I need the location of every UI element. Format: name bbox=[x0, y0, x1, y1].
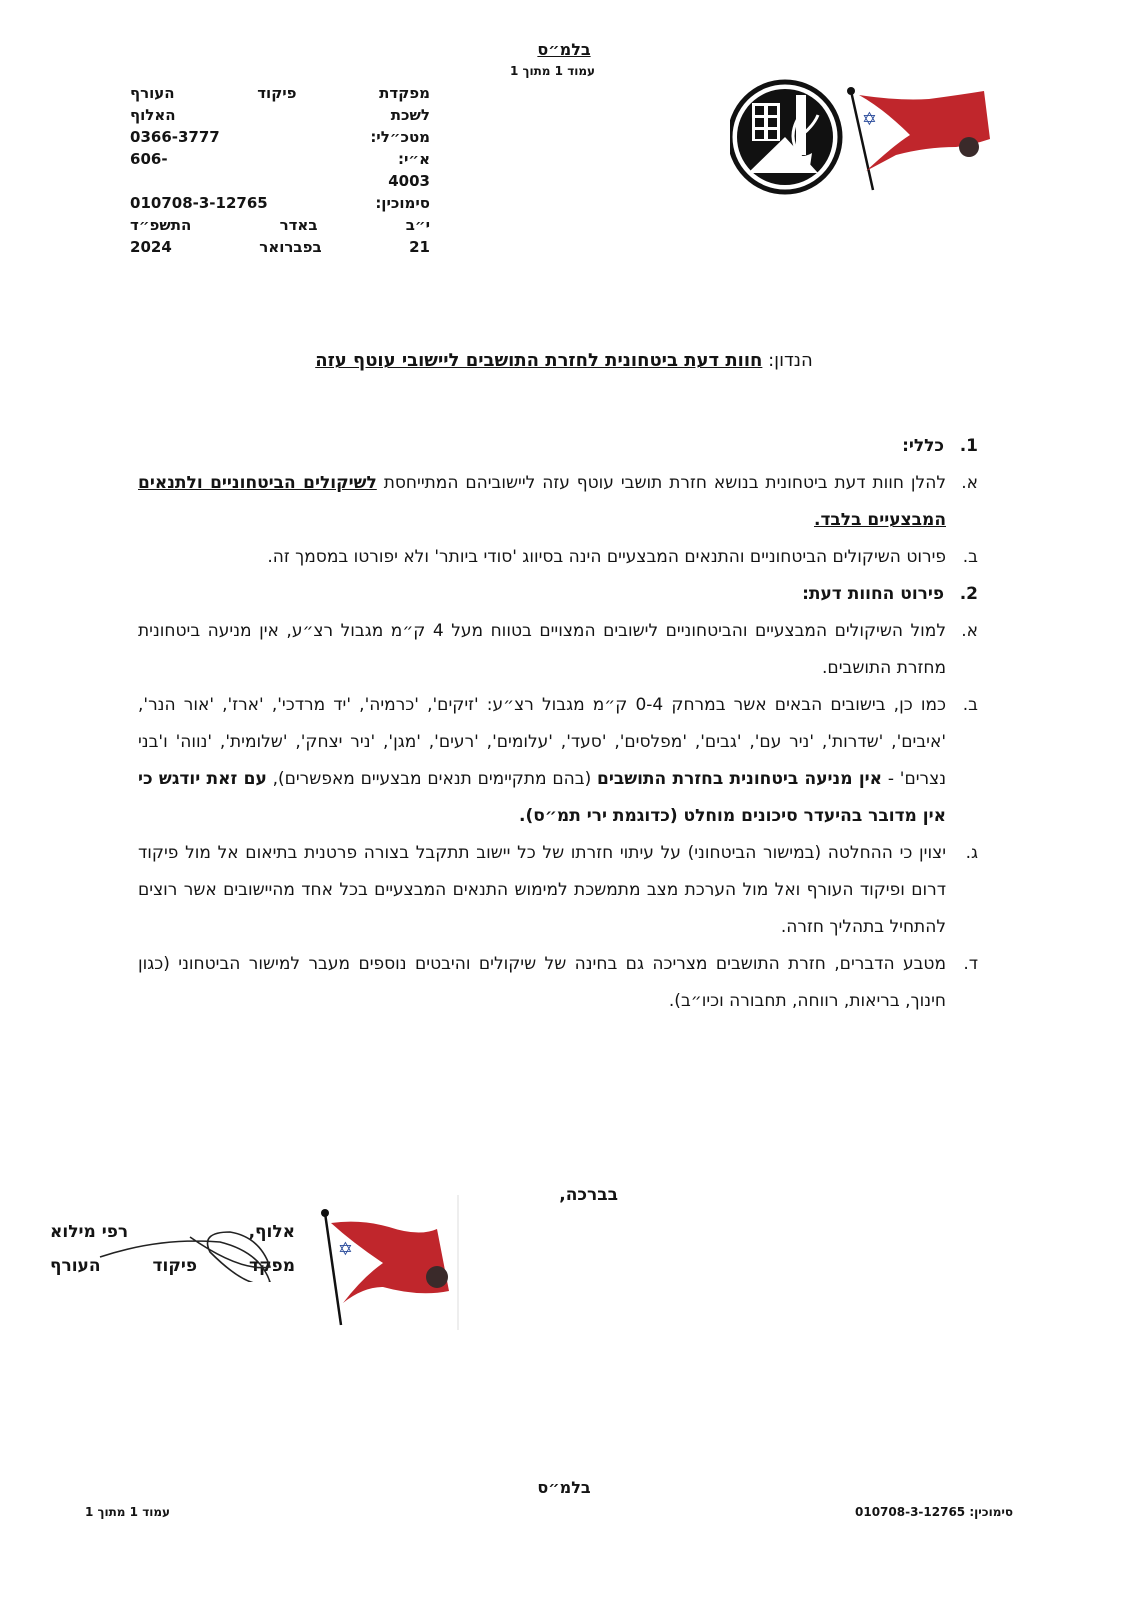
header-cell-left: 606- bbox=[130, 150, 168, 168]
header-row bbox=[130, 148, 430, 170]
page-indicator-bottom: עמוד 1 מתוך 1 bbox=[85, 1505, 171, 1519]
header-cell-right: לשכת bbox=[390, 106, 430, 124]
header-cell-middle: בפברואר bbox=[259, 238, 322, 256]
header-cell-right: סימוכין: bbox=[375, 194, 430, 212]
section-1 bbox=[138, 428, 978, 1020]
header-cell-right: א״י: bbox=[398, 150, 430, 168]
header-cell-left: העורף bbox=[130, 84, 175, 102]
item-letter: א. bbox=[961, 621, 978, 641]
item-letter: ב. bbox=[962, 695, 978, 715]
signature-flag-icon bbox=[315, 1195, 465, 1330]
header-cell-right: 4003 bbox=[388, 172, 430, 190]
section-2-heading bbox=[138, 576, 978, 613]
header-cell-left: 0366-3777 bbox=[130, 128, 220, 146]
item-1b bbox=[138, 539, 978, 576]
header-row bbox=[130, 170, 430, 192]
signature-rank: אלוף, bbox=[248, 1222, 295, 1242]
item-text-mid: (בהם מתקיימים תנאים מבצעיים מאפשרים), bbox=[272, 769, 592, 789]
header-row bbox=[130, 192, 430, 214]
item-text: למול השיקולים המבצעיים והביטחוניים לישובים המצויים בטווח מעל 4 ק״מ מגבול רצ״ע, אין מניעה ביטחונית מחזרת התושבים. bbox=[138, 621, 946, 678]
classification-label: בלמ״ס bbox=[537, 40, 591, 59]
item-text: יצוין כי ההחלטה (במישור הביטחוני) על עיתוי חזרתו של כל יישוב תתקבל בצורה פרטנית בתיאום אל מול פיקוד דרום ופיקוד העורף ואל מול הערכת מצב מתמשכת למימוש התנאים המבצעיים בכל אחד מהיישובים אשר רוצים להתחיל בתהליך חזרה. bbox=[138, 843, 946, 937]
section-number: 1. bbox=[959, 436, 978, 456]
item-2c bbox=[138, 835, 978, 946]
signature-title: פיקוד bbox=[152, 1256, 198, 1276]
section-title: פירוט החוות דעת: bbox=[802, 584, 945, 604]
classification-top bbox=[0, 40, 1128, 59]
command-flag-icon bbox=[845, 85, 995, 195]
classification-bottom: בלמ״ס bbox=[537, 1478, 591, 1497]
item-2a bbox=[138, 613, 978, 687]
item-letter: ב. bbox=[962, 547, 978, 567]
item-letter: א. bbox=[961, 473, 978, 493]
item-bold-text: עם זאת יודגש כי אין מדובר בהיעדר סיכונים מוחלט (כדוגמת ירי תמ״ס). bbox=[138, 769, 946, 826]
svg-text:✡: ✡ bbox=[337, 1239, 353, 1260]
signature-name: רפי מילוא bbox=[50, 1222, 129, 1242]
header-cell-left: 010708-3-12765 bbox=[130, 194, 268, 212]
header-cell-left: 2024 bbox=[130, 238, 172, 256]
section-1-heading bbox=[138, 428, 978, 465]
header-row bbox=[130, 104, 430, 126]
item-text: להלן חוות דעת ביטחונית בנושא חזרת תושבי עוטף עזה ליישוביהם המתייחסת bbox=[383, 473, 946, 493]
item-emphasis: לשיקולים הביטחוניים ולתנאים המבצעיים בלבד. bbox=[138, 473, 946, 530]
item-text: פירוט השיקולים הביטחוניים והתנאים המבצעיים הינה בסיווג 'סודי ביותר' ולא יפורטו במסמך זה. bbox=[267, 547, 946, 567]
page-indicator-top: עמוד 1 מתוך 1 bbox=[510, 64, 596, 78]
header-cell-middle: באדר bbox=[279, 216, 318, 234]
item-letter: ג. bbox=[965, 843, 978, 863]
header-cell-left: האלוף bbox=[130, 106, 176, 124]
signature-title: מפקד bbox=[249, 1256, 295, 1276]
item-text: מטבע הדברים, חזרת התושבים מצריכה גם בחינה של שיקולים והיבטים נוספים מעבר למישור הביטחוני (כגון חינוך, בריאות, רווחה, תחבורה וכיו״ב). bbox=[138, 954, 946, 1011]
subject-title: חוות דעת ביטחונית לחזרת התושבים ליישובי עוטף עזה bbox=[315, 350, 763, 371]
letter-header bbox=[130, 82, 430, 258]
header-cell-middle: פיקוד bbox=[257, 84, 297, 102]
subject-label: הנדון: bbox=[768, 350, 813, 371]
svg-text:✡: ✡ bbox=[861, 109, 877, 130]
section-number: 2. bbox=[959, 584, 978, 604]
closing: בברכה, bbox=[559, 1185, 618, 1205]
item-bold-text: אין מניעה ביטחונית בחזרת התושבים bbox=[597, 769, 883, 789]
section-title: כללי: bbox=[902, 436, 945, 456]
item-2b bbox=[138, 687, 978, 835]
header-row bbox=[130, 82, 430, 104]
signature-block bbox=[50, 1222, 295, 1276]
header-row bbox=[130, 126, 430, 148]
header-cell-right: מפקדת bbox=[379, 84, 430, 102]
item-text: כמו כן, בישובים הבאים אשר במרחק 0-4 ק״מ מגבול רצ״ע: 'זיקים', 'כרמיה', 'יד מרדכי', 'ארז', 'אור הנר', 'איבים', 'שדרות', 'ניר עם', 'גבים', 'מפלסים', 'סעד', 'עלומים', 'רעים', 'מגן', 'ניר יצחק', 'שלומית', 'נווה' ו'בני נצרים' - bbox=[138, 695, 947, 789]
header-cell-left: התשפ״ד bbox=[130, 216, 192, 234]
item-2d bbox=[138, 946, 978, 1020]
item-1a bbox=[138, 465, 978, 539]
signature-title: העורף bbox=[50, 1256, 101, 1276]
header-cell-right: מטכ״לי: bbox=[370, 128, 430, 146]
header-row bbox=[130, 236, 430, 258]
header-row bbox=[130, 214, 430, 236]
handwritten-signature-icon bbox=[90, 1222, 290, 1282]
reference-bottom: סימוכין: 010708-3-12765 bbox=[855, 1505, 1014, 1519]
item-letter: ד. bbox=[963, 954, 978, 974]
subject-line bbox=[0, 350, 1128, 371]
header-cell-right: י״ב bbox=[405, 216, 430, 234]
header-cell-right: 21 bbox=[409, 238, 430, 256]
